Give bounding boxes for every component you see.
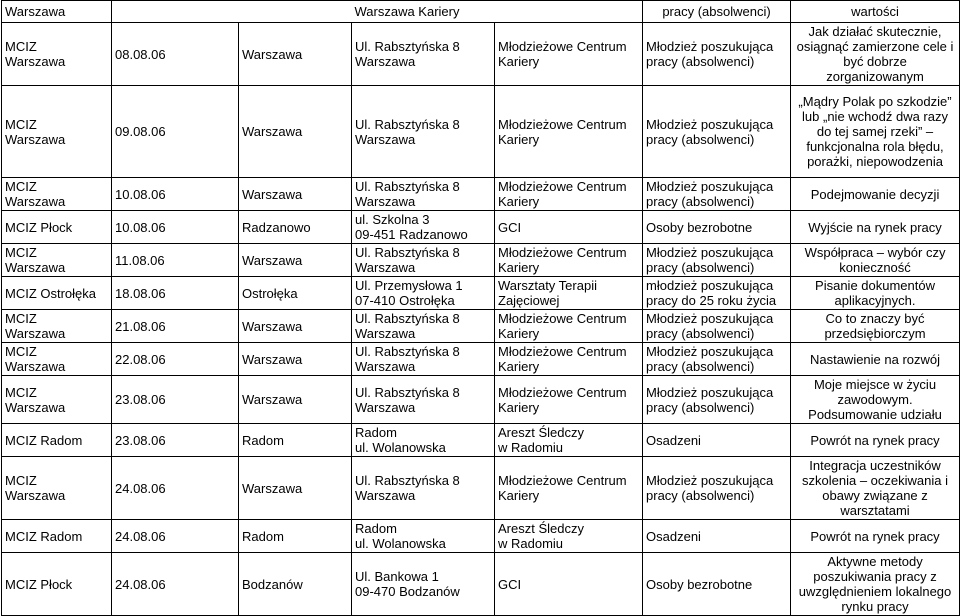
address-cell: Ul. Rabsztyńska 8 Warszawa [352,178,495,211]
organizer-cell: MCIZ Warszawa [2,457,112,520]
date-cell: 18.08.06 [112,277,239,310]
address-cell: Ul. Rabsztyńska 8 Warszawa [352,343,495,376]
table-row [2,553,960,616]
topic-cell: Co to znaczy być przedsiębiorczym [791,310,960,343]
organizer-cell: MCIZ Warszawa [2,310,112,343]
organizer-cell: MCIZ Radom [2,424,112,457]
date-cell: 23.08.06 [112,376,239,424]
topic-cell: Podejmowanie decyzji [791,178,960,211]
table-row [2,310,960,343]
organizer-cell: MCIZ Ostrołęka [2,277,112,310]
organizer-cell: MCIZ Płock [2,211,112,244]
table-row [2,211,960,244]
organizer-cell: MCIZ Płock [2,553,112,616]
organizer-cell: MCIZ Warszawa [2,343,112,376]
organizer-cell: MCIZ Radom [2,520,112,553]
target-group-cell: Osoby bezrobotne [643,211,791,244]
target-group-cell: Młodzież poszukująca pracy (absolwenci) [643,86,791,178]
topic-cell: Powrót na rynek pracy [791,424,960,457]
partner-cell: Młodzieżowe Centrum Kariery [495,457,643,520]
header-cell: Warszawa Kariery [352,1,643,23]
table-row [2,520,960,553]
place-cell: Warszawa [239,457,352,520]
topic-cell: Wyjście na rynek pracy [791,211,960,244]
table-row [2,86,960,178]
place-cell: Warszawa [239,310,352,343]
header-cell: Warszawa [2,1,112,23]
organizer-cell: MCIZ Warszawa [2,244,112,277]
address-cell: Ul. Rabsztyńska 8 Warszawa [352,86,495,178]
partner-cell: Warsztaty Terapii Zajęciowej [495,277,643,310]
place-cell: Warszawa [239,86,352,178]
target-group-cell: Osadzeni [643,424,791,457]
place-cell: Bodzanów [239,553,352,616]
target-group-cell: Młodzież poszukująca pracy (absolwenci) [643,310,791,343]
date-cell: 08.08.06 [112,23,239,86]
place-cell: Warszawa [239,343,352,376]
partner-cell: Młodzieżowe Centrum Kariery [495,310,643,343]
header-cell: wartości [791,1,960,23]
target-group-cell: Osoby bezrobotne [643,553,791,616]
address-cell: Ul. Bankowa 1 09-470 Bodzanów [352,553,495,616]
organizer-cell: MCIZ Warszawa [2,86,112,178]
table-row [2,343,960,376]
address-cell: Ul. Przemysłowa 1 07-410 Ostrołęka [352,277,495,310]
address-cell: Ul. Rabsztyńska 8 Warszawa [352,310,495,343]
partner-cell: Młodzieżowe Centrum Kariery [495,23,643,86]
date-cell: 22.08.06 [112,343,239,376]
topic-cell: Powrót na rynek pracy [791,520,960,553]
header-cell [112,1,352,23]
header-cell: pracy (absolwenci) [643,1,791,23]
address-cell: Ul. Rabsztyńska 8 Warszawa [352,244,495,277]
address-cell: Ul. Rabsztyńska 8 Warszawa [352,376,495,424]
partner-cell: Młodzieżowe Centrum Kariery [495,376,643,424]
target-group-cell: Młodzież poszukująca pracy (absolwenci) [643,244,791,277]
partner-cell: Młodzieżowe Centrum Kariery [495,244,643,277]
target-group-cell: młodzież poszukująca pracy do 25 roku życia [643,277,791,310]
schedule-table [1,0,960,616]
target-group-cell: Młodzież poszukująca pracy (absolwenci) [643,457,791,520]
partner-cell: Areszt Śledczy w Radomiu [495,424,643,457]
address-cell: Radom ul. Wolanowska [352,520,495,553]
partner-cell: Areszt Śledczy w Radomiu [495,520,643,553]
target-group-cell: Młodzież poszukująca pracy (absolwenci) [643,376,791,424]
date-cell: 11.08.06 [112,244,239,277]
partner-cell: Młodzieżowe Centrum Kariery [495,86,643,178]
target-group-cell: Młodzież poszukująca pracy (absolwenci) [643,178,791,211]
table-row [2,244,960,277]
address-cell: Ul. Rabsztyńska 8 Warszawa [352,457,495,520]
organizer-cell: MCIZ Warszawa [2,23,112,86]
place-cell: Ostrołęka [239,277,352,310]
partner-cell: Młodzieżowe Centrum Kariery [495,178,643,211]
partner-cell: Młodzieżowe Centrum Kariery [495,343,643,376]
place-cell: Warszawa [239,23,352,86]
topic-cell: Moje miejsce w życiu zawodowym. Podsumowanie udziału [791,376,960,424]
address-cell: ul. Szkolna 3 09-451 Radzanowo [352,211,495,244]
table-row [2,23,960,86]
address-cell: Ul. Rabsztyńska 8 Warszawa [352,23,495,86]
table-row [2,178,960,211]
table-row [2,277,960,310]
target-group-cell: Osadzeni [643,520,791,553]
date-cell: 21.08.06 [112,310,239,343]
date-cell: 09.08.06 [112,86,239,178]
table-row [2,424,960,457]
table-row [2,376,960,424]
organizer-cell: MCIZ Warszawa [2,178,112,211]
date-cell: 10.08.06 [112,211,239,244]
topic-cell: Jak działać skutecznie, osiągnąć zamierzone cele i być dobrze zorganizowanym [791,23,960,86]
header-row [2,1,960,23]
place-cell: Warszawa [239,376,352,424]
date-cell: 23.08.06 [112,424,239,457]
table-row [2,457,960,520]
topic-cell: Integracja uczestników szkolenia – oczekiwania i obawy związane z warsztatami [791,457,960,520]
date-cell: 24.08.06 [112,457,239,520]
topic-cell: Pisanie dokumentów aplikacyjnych. [791,277,960,310]
organizer-cell: MCIZ Warszawa [2,376,112,424]
date-cell: 10.08.06 [112,178,239,211]
topic-cell: Nastawienie na rozwój [791,343,960,376]
target-group-cell: Młodzież poszukująca pracy (absolwenci) [643,23,791,86]
place-cell: Radom [239,424,352,457]
place-cell: Warszawa [239,178,352,211]
place-cell: Radzanowo [239,211,352,244]
date-cell: 24.08.06 [112,553,239,616]
topic-cell: „Mądry Polak po szkodzie” lub „nie wchodź dwa razy do tej samej rzeki” – funkcjonalna rola błędu, porażki, niepowodzenia [791,86,960,178]
topic-cell: Współpraca – wybór czy konieczność [791,244,960,277]
partner-cell: GCI [495,211,643,244]
place-cell: Warszawa [239,244,352,277]
target-group-cell: Młodzież poszukująca pracy (absolwenci) [643,343,791,376]
topic-cell: Aktywne metody poszukiwania pracy z uwzględnieniem lokalnego rynku pracy [791,553,960,616]
address-cell: Radom ul. Wolanowska [352,424,495,457]
place-cell: Radom [239,520,352,553]
date-cell: 24.08.06 [112,520,239,553]
partner-cell: GCI [495,553,643,616]
